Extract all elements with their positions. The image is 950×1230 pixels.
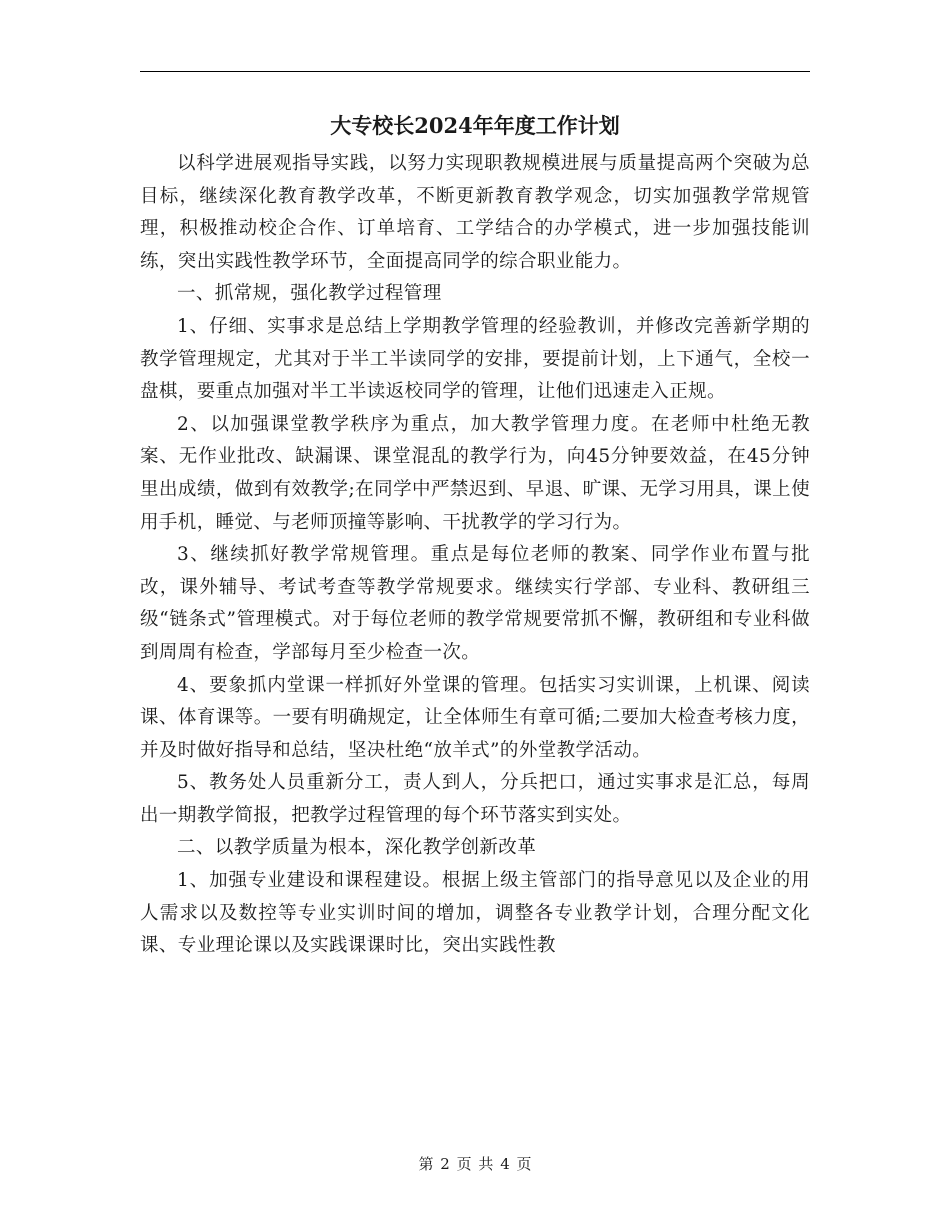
page-label-prefix: 第 bbox=[418, 1155, 434, 1173]
page-footer bbox=[0, 1152, 950, 1176]
header-rule bbox=[140, 71, 810, 72]
paragraph-1-2: 2、以加强课堂教学秩序为重点，加大教学管理力度。在老师中杜绝无教案、无作业批改、缺漏课、课堂混乱的教学行为，向45分钟要效益，在45分钟里出成绩，做到有效教学;在同学中严禁迟到、早退、旷课、无学习用具，课上使用手机，睡觉、与老师顶撞等影响、干扰教学的学习行为。 bbox=[140, 413, 810, 533]
section-heading-1: 一、抓常规，强化教学过程管理 bbox=[177, 283, 442, 305]
intro-paragraph: 以科学进展观指导实践，以努力实现职教规模进展与质量提高两个突破为总目标，继续深化教育教学改革，不断更新教育教学观念，切实加强教学常规管理，积极推动校企合作、订单培育、工学结合的办学模式，进一步加强技能训练，突出实践性教学环节，全面提高同学的综合职业能力。 bbox=[140, 153, 810, 272]
section-heading-2: 二、以教学质量为根本，深化教学创新改革 bbox=[177, 837, 537, 859]
current-page-number: 2 bbox=[440, 1155, 450, 1173]
document-title: 大专校长2024年年度工作计划 bbox=[330, 113, 620, 138]
paragraph-2-1: 1、加强专业建设和课程建设。根据上级主管部门的指导意见以及企业的用人需求以及数控等专业实训时间的增加，调整各专业教学计划，合理分配文化课、专业理论课以及实践课课时比，突出实践性教 bbox=[140, 870, 810, 957]
page-label-mid: 页 bbox=[456, 1155, 472, 1173]
paragraph-1-5: 5、教务处人员重新分工，责人到人，分兵把口，通过实事求是汇总，每周出一期教学简报，把教学过程管理的每个环节落实到实处。 bbox=[140, 772, 810, 826]
page-label-suffix: 页 bbox=[516, 1155, 532, 1173]
paragraph-1-3: 3、继续抓好教学常规管理。重点是每位老师的教案、同学作业布置与批改，课外辅导、考试考查等教学常规要求。继续实行学部、专业科、教研组三级“链条式”管理模式。对于每位老师的教学常规要常抓不懈，教研组和专业科做到周周有检查，学部每月至少检查一次。 bbox=[140, 544, 810, 663]
paragraph-1-1: 1、仔细、实事求是总结上学期教学管理的经验教训，并修改完善新学期的教学管理规定，尤其对于半工半读同学的安排，要提前计划，上下通气，全校一盘棋，要重点加强对半工半读返校同学的管理，让他们迅速走入正规。 bbox=[140, 315, 810, 403]
paragraph-1-4: 4、要象抓内堂课一样抓好外堂课的管理。包括实习实训课，上机课、阅读课、体育课等。一要有明确规定，让全体师生有章可循;二要加大检查考核力度，并及时做好指导和总结，坚决杜绝“放羊式”的外堂教学活动。 bbox=[140, 674, 810, 761]
document-body bbox=[140, 148, 810, 963]
total-label: 共 bbox=[478, 1155, 494, 1173]
total-pages-number: 4 bbox=[500, 1155, 510, 1173]
